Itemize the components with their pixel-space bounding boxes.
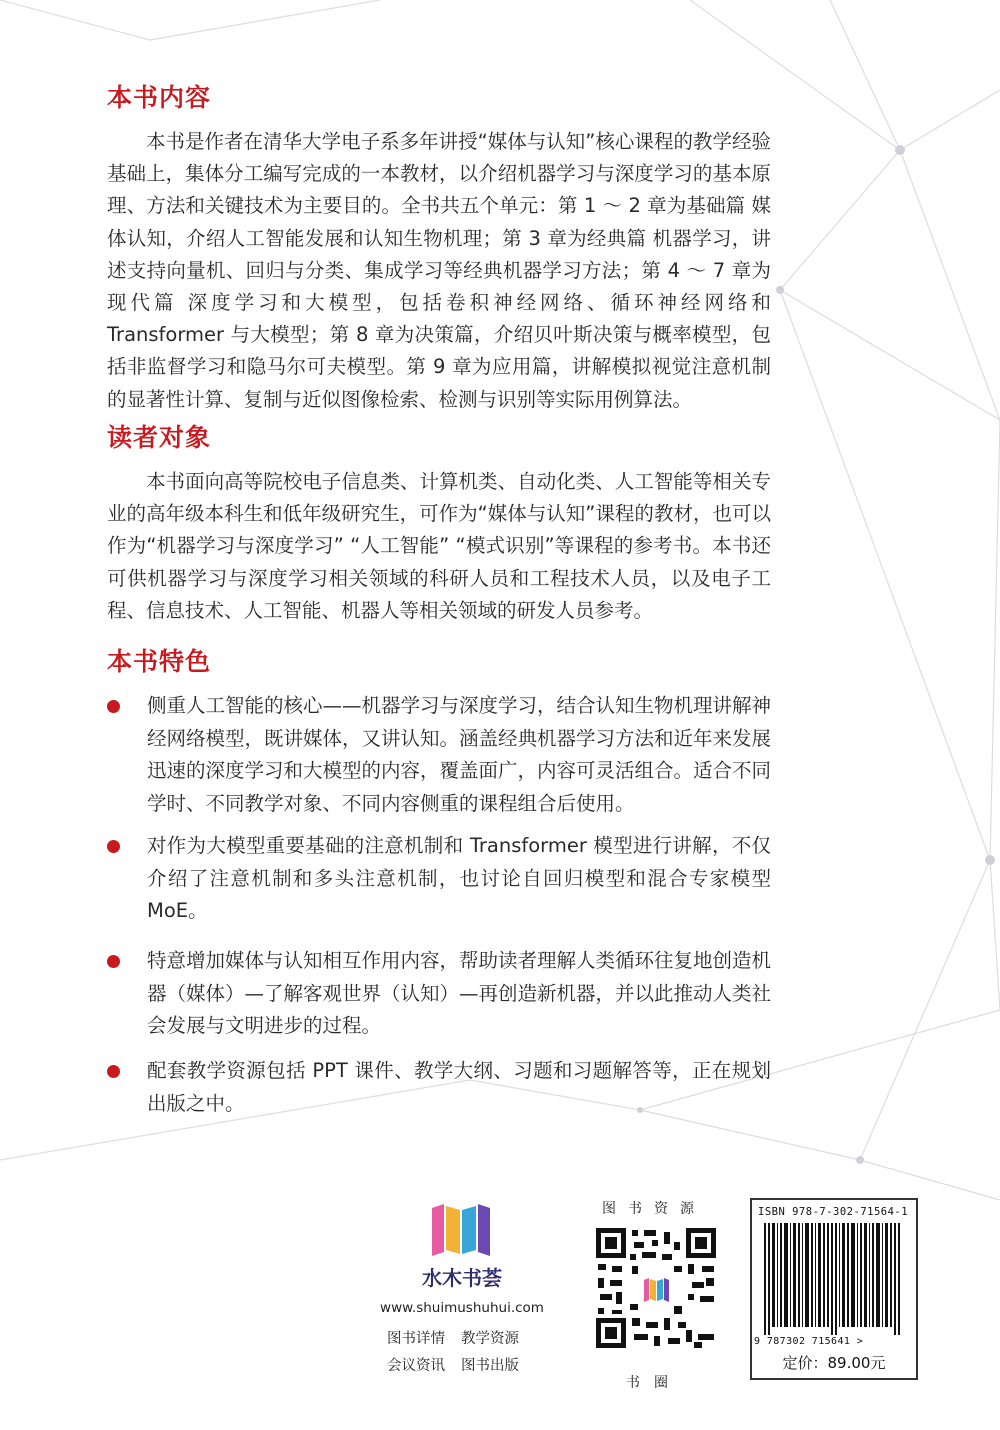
qr-title: 图书资源 — [602, 1201, 706, 1217]
publisher-links-row — [387, 1327, 535, 1348]
feature-item — [107, 830, 771, 928]
feature-text: 侧重人工智能的核心——机器学习与深度学习，结合认知生物机理讲解神经网络模型，既讲媒体，又讲认知。涵盖经典机器学习方法和近年来发展迅速的深度学习和大模型的内容，覆盖面广，内容可灵活组合。适合不同学时、不同教学对象、不同内容侧重的课程组合后使用。 — [147, 694, 772, 815]
content-paragraph: 本书是作者在清华大学电子系多年讲授“媒体与认知”核心课程的教学经验基础上，集体分工编写完成的一本教材，以介绍机器学习与深度学习的基本原理、方法和关键技术为主要目的。全书共五个单元：第 1 ～ 2 章为基础篇 媒体认知，介绍人工智能发展和认知生物机理；第 3 章为经典篇 机器学习，讲述支持向量机、回归与分类、集成学习等经典机器学习方法；第 4 ～ 7 章为现代篇 深度学习和大模型，包括卷积神经网络、循环神经网络和 Transformer 与大模型；第 8 章为决策篇，介绍贝叶斯决策与概率模型，包括非监督学习和隐马尔可夫模型。第 9 章为应用篇，讲解模拟视觉注意机制的显著性计算、复制与近似图像检索、检测与识别等实际用例算法。 — [107, 130, 771, 411]
link-teaching-resources[interactable]: 教学资源 — [461, 1331, 519, 1347]
section-heading-readers: 读者对象 — [107, 423, 212, 452]
link-book-publishing[interactable]: 图书出版 — [461, 1358, 519, 1374]
bullet-dot-icon — [107, 840, 120, 853]
feature-item — [107, 690, 771, 820]
price-label: 定价：89.00元 — [782, 1354, 886, 1372]
link-conference-news[interactable]: 会议资讯 — [387, 1358, 445, 1374]
publisher-brand: 水木书荟 — [422, 1266, 502, 1290]
publisher-links-row — [387, 1354, 535, 1375]
section-heading-features: 本书特色 — [107, 647, 212, 676]
readers-paragraph: 本书面向高等院校电子信息类、计算机类、自动化类、人工智能等相关专业的高年级本科生和低年级研究生，可作为“媒体与认知”课程的教材，也可以作为“机器学习与深度学习” “人工智能” “模式识别”等课程的参考书。本书还可供机器学习与深度学习相关领域的科研人员和工程技术人员，以及电子工程、信息技术、人工智能、机器人等相关领域的研发人员参考。 — [107, 470, 771, 622]
bullet-dot-icon — [107, 955, 120, 968]
barcode-icon — [764, 1223, 902, 1335]
isbn-label: ISBN 978-7-302-71564-1 — [758, 1206, 909, 1218]
section-heading-content: 本书内容 — [107, 83, 212, 112]
publisher-website[interactable]: www.shuimushuhui.com — [380, 1300, 544, 1316]
bullet-dot-icon — [107, 1065, 120, 1078]
bullet-dot-icon — [107, 700, 120, 713]
link-book-details[interactable]: 图书详情 — [387, 1331, 445, 1347]
qr-caption: 书圈 — [626, 1375, 682, 1391]
barcode-digits: 9 787302 715641 > — [754, 1336, 864, 1347]
feature-text: 配套教学资源包括 PPT 课件、教学大纲、习题和习题解答等，正在规划出版之中。 — [147, 1059, 771, 1115]
feature-text: 特意增加媒体与认知相互作用内容，帮助读者理解人类循环往复地创造机器（媒体）—了解客观世界（认知）—再创造新机器，并以此推动人类社会发展与文明进步的过程。 — [147, 949, 772, 1037]
feature-item — [107, 1055, 771, 1120]
qr-code-icon[interactable] — [594, 1226, 718, 1350]
isbn-barcode-box — [750, 1198, 918, 1380]
book-logo-icon — [430, 1198, 492, 1258]
feature-item — [107, 945, 771, 1043]
feature-text: 对作为大模型重要基础的注意机制和 Transformer 模型进行讲解，不仅介绍了注意机制和多头注意机制，也讨论自回归模型和混合专家模型 MoE。 — [147, 834, 771, 922]
